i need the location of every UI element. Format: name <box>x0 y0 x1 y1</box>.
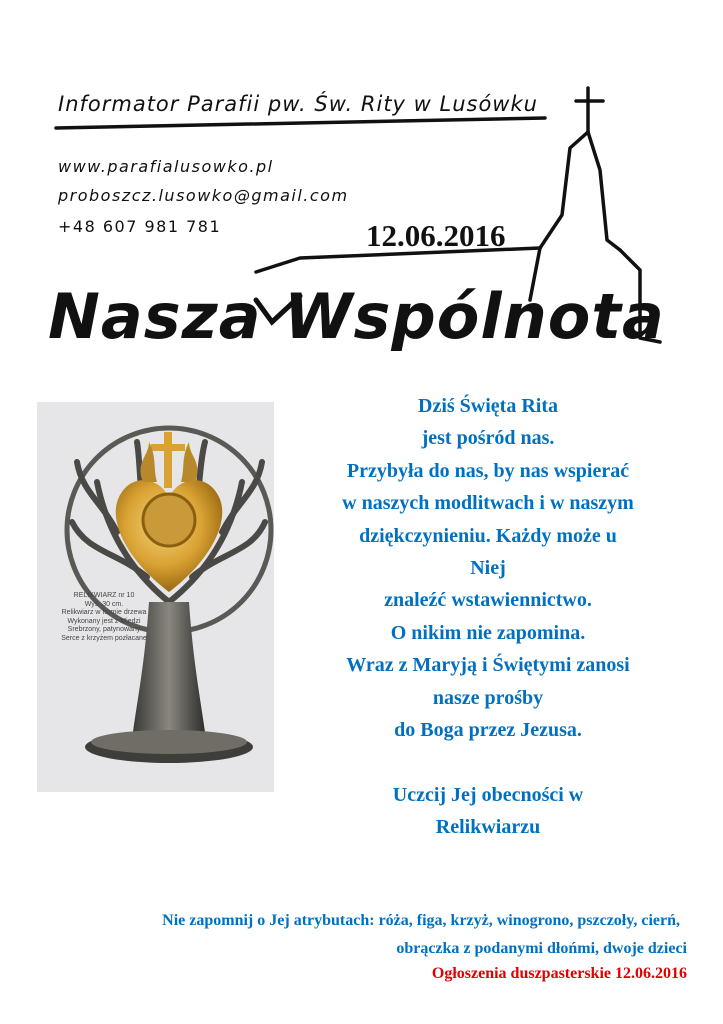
attributes-line-1: Nie zapomnij o Jej atrybutach: róża, figa, krzyż, winogrono, pszczoły, cierń, <box>162 912 680 929</box>
bulletin-wordmark: Nasza Wspólnota <box>48 280 665 353</box>
caption-line: Relikwiarz w formie drzewa <box>61 609 147 617</box>
reliquary-caption <box>44 592 164 644</box>
parish-website[interactable]: www.parafialusowko.pl <box>58 157 274 176</box>
message-line: O nikim nie zapomina. <box>390 621 586 644</box>
message-line: dziękczynieniu. Każdy może u <box>359 524 617 547</box>
parish-email[interactable]: proboszcz.lusowko@gmail.com <box>58 186 349 205</box>
message-line: do Boga przez Jezusa. <box>394 719 582 742</box>
message-line: Uczcij Jej obecności w <box>392 783 584 806</box>
message-line: Wraz z Maryją i Świętymi zanosi <box>346 654 630 677</box>
message-line: Dziś Święta Rita <box>418 395 558 417</box>
parish-bulletin-title: Informator Parafii pw. Św. Rity w Lusówku <box>58 92 538 116</box>
caption-line: Wys. 30 cm. <box>84 600 124 608</box>
caption-line: RELIKWIARZ nr 10 <box>73 592 135 599</box>
message-line-spacer <box>288 746 688 778</box>
parish-phone: +48 607 981 781 <box>58 217 222 236</box>
bulletin-date: 12.06.2016 <box>366 218 506 253</box>
message-line: jest pośród nas. <box>421 427 555 450</box>
message-line: w naszych modlitwach i w naszym <box>342 492 634 515</box>
message-line: nasze prośby <box>432 686 544 709</box>
message-line: Relikwiarzu <box>435 816 541 839</box>
message-line: Przybyła do nas, by nas wspierać <box>346 459 630 482</box>
message-line: znaleźć wstawiennictwo. <box>384 589 592 612</box>
attributes-line-2: obrączka z podanymi dłońmi, dwoje dzieci <box>396 940 687 957</box>
message-line: Niej <box>470 557 506 580</box>
caption-line: Serce z krzyżem pozłacane <box>61 634 147 642</box>
announcements-footer[interactable]: Ogłoszenia duszpasterskie 12.06.2016 <box>431 965 687 982</box>
caption-line: Wykonany jest z Miedzi <box>67 617 141 625</box>
caption-line: Srebrzony, patynowany <box>67 626 141 634</box>
main-message <box>288 390 688 844</box>
